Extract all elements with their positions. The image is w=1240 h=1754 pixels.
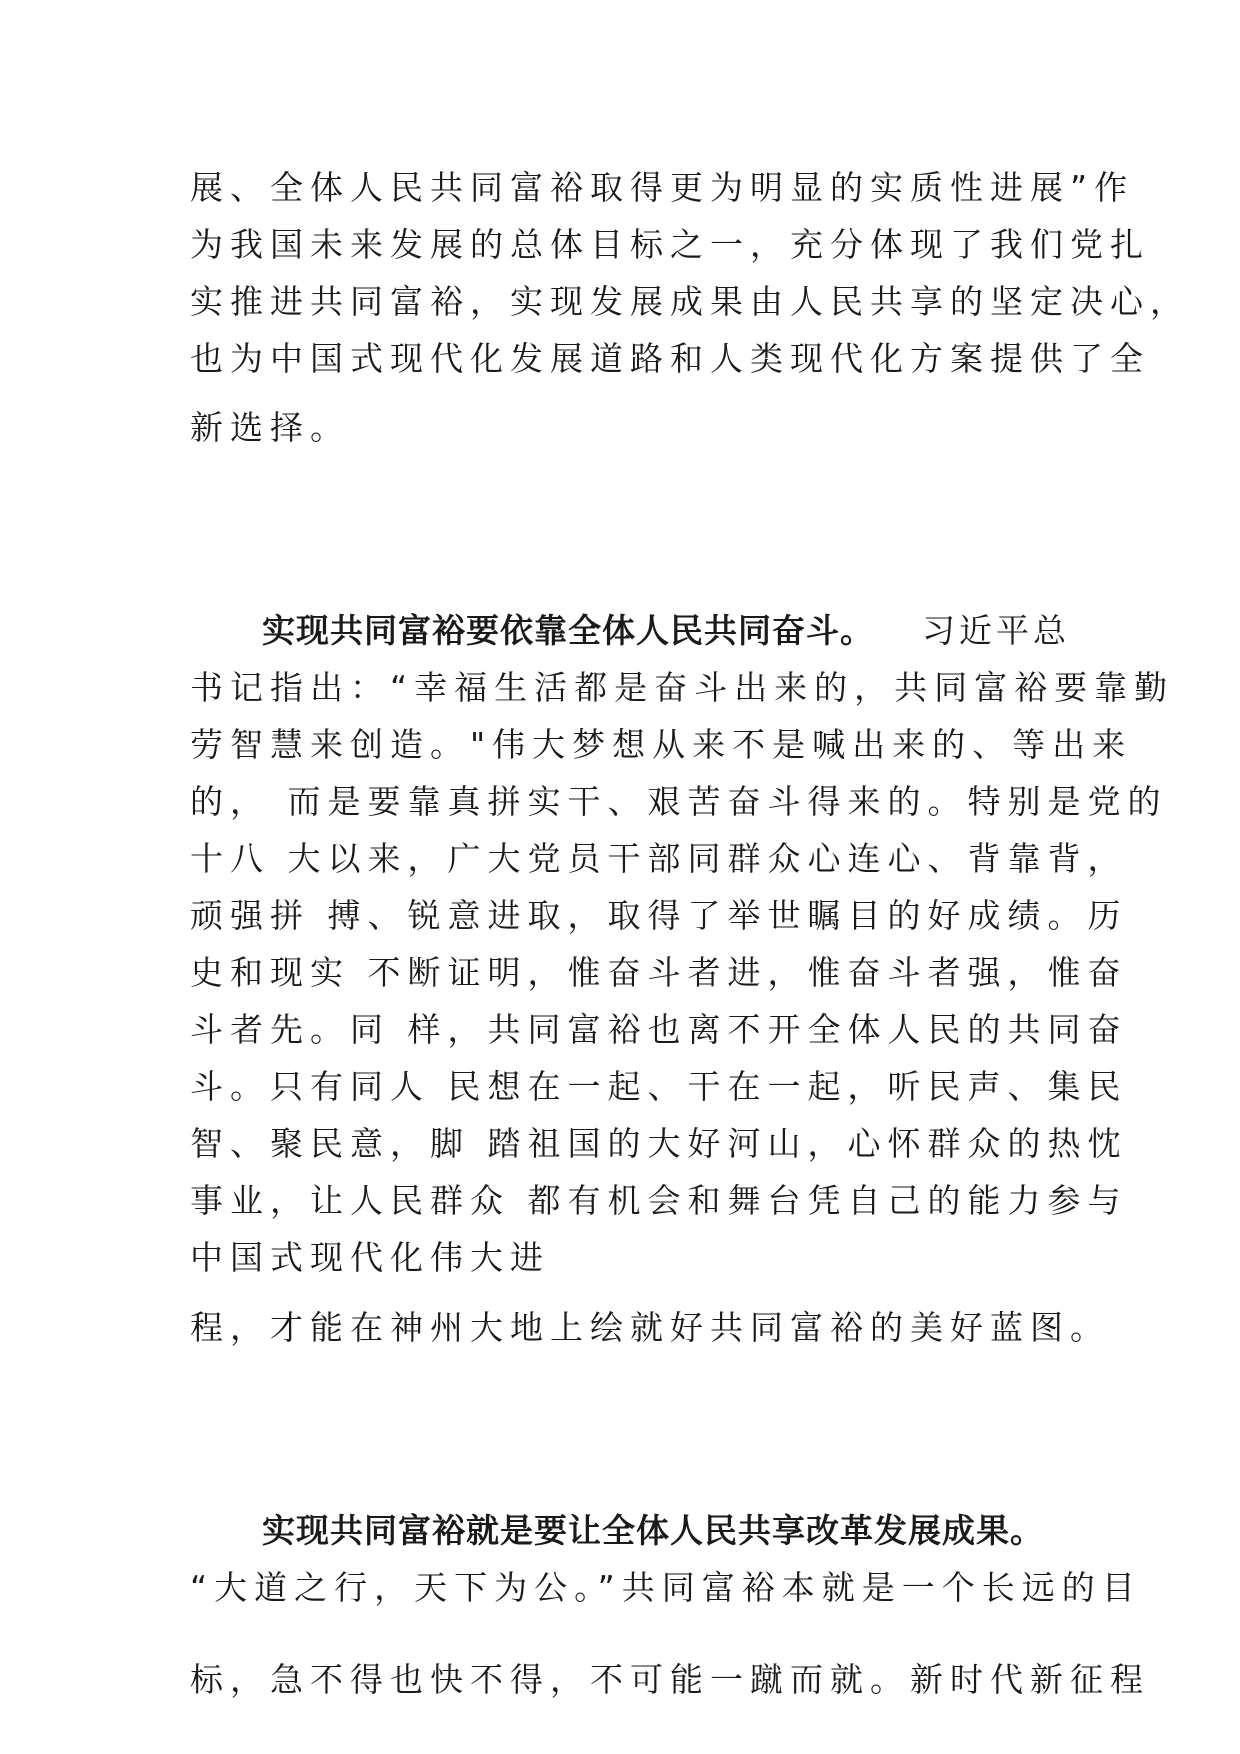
paragraph-line: 顽强拼 搏、锐意进取，取得了举世瞩目的好成绩。历 bbox=[190, 896, 1128, 935]
paragraph-line: 实推进共同富裕，实现发展成果由人民共享的坚定决心， bbox=[190, 282, 1190, 321]
paragraph-line: 事业，让人民群众 都有机会和舞台凭自己的能力参与 bbox=[190, 1181, 1128, 1220]
paragraph-line: 书记指出：“幸福生活都是奋斗出来的，共同富裕要靠勤 bbox=[190, 668, 1175, 707]
paragraph-line: 中国式现代化伟大进 bbox=[190, 1238, 550, 1277]
paragraph-line: 斗者先。同 样，共同富裕也离不开全体人民的共同奋 bbox=[190, 1010, 1128, 1049]
section-heading bbox=[262, 1511, 1044, 1551]
paragraph-line: 也为中国式现代化发展道路和人类现代化方案提供了全 bbox=[190, 339, 1150, 378]
section-heading-bold: 实现共同富裕要依靠全体人民共同奋斗。 bbox=[262, 611, 874, 650]
paragraph-line: 智、聚民意，脚 踏祖国的大好河山，心怀群众的热忱 bbox=[190, 1124, 1128, 1163]
paragraph-line: 新选择。 bbox=[190, 408, 350, 447]
paragraph-line: 标，急不得也快不得，不可能一蹴而就。新时代新征程 bbox=[190, 1660, 1150, 1699]
section-heading-bold: 实现共同富裕就是要让全体人民共享改革发展成果。 bbox=[262, 1511, 1044, 1550]
paragraph-line: 的， 而是要靠真拼实干、艰苦奋斗得来的。特别是党的 bbox=[190, 782, 1168, 821]
paragraph-line: 十八 大以来，广大党员干部同群众心连心、背靠背， bbox=[190, 839, 1128, 878]
paragraph-line: “大道之行，天下为公。”共同富裕本就是一个长远的目 bbox=[190, 1568, 1142, 1607]
section-heading bbox=[262, 611, 1070, 651]
section-heading-rest: 习近平总 bbox=[922, 611, 1070, 650]
paragraph-line: 史和现实 不断证明，惟奋斗者进，惟奋斗者强，惟奋 bbox=[190, 953, 1128, 992]
paragraph-line: 为我国未来发展的总体目标之一，充分体现了我们党扎 bbox=[190, 225, 1150, 264]
paragraph-line: 劳智慧来创造。"伟大梦想从来不是喊出来的、等出来 bbox=[190, 725, 1133, 764]
paragraph-line: 程，才能在神州大地上绘就好共同富裕的美好蓝图。 bbox=[190, 1308, 1110, 1347]
paragraph-line: 展、全体人民共同富裕取得更为明显的实质性进展”作 bbox=[190, 168, 1135, 207]
paragraph-line: 斗。只有同人 民想在一起、干在一起，听民声、集民 bbox=[190, 1067, 1128, 1106]
